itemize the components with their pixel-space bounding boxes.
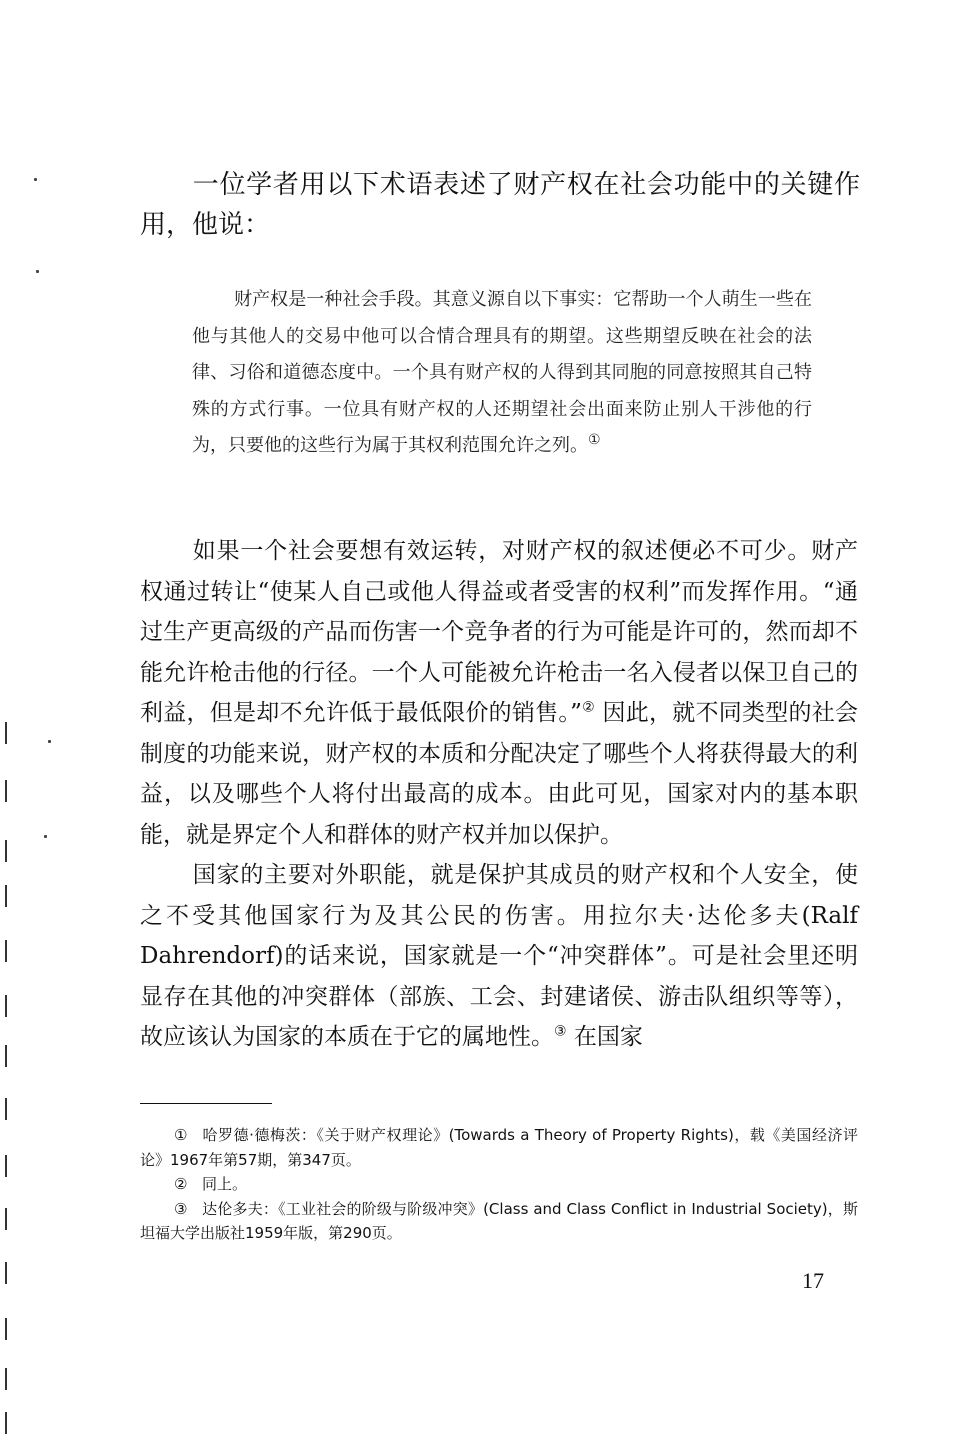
scan-edge-mark — [5, 1412, 7, 1434]
scan-edge-mark — [5, 995, 7, 1017]
scan-edge-mark — [5, 1318, 7, 1340]
footnote-1: ① 哈罗德·德梅茨：《关于财产权理论》(Towards a Theory of Property Rights)，载《美国经济评论》1967年第57期，第347页。 — [140, 1126, 858, 1169]
footnote-divider — [140, 1103, 272, 1104]
scan-speck — [48, 740, 51, 743]
body-paragraph-2: 国家的主要对外职能，就是保护其成员的财产权和个人安全，使之不受其他国家行为及其公民的伤害。用拉尔夫·达伦多夫(Ralf Dahrendorf)的话来说，国家就是一个“冲突群体”。可是社会里还明显存在其他的冲突群体（部族、工会、封建诸侯、游击队组织等等），故应该认为国家的本质在于它的属地性。③ 在国家 — [140, 862, 858, 1050]
footnotes — [140, 1123, 858, 1246]
scan-edge-mark — [5, 840, 7, 862]
scan-edge-mark — [5, 1208, 7, 1230]
scan-edge-mark — [5, 1368, 7, 1390]
scan-speck — [36, 270, 39, 273]
footnote-marker-3[interactable]: ③ — [554, 1023, 567, 1040]
scan-edge-mark — [5, 940, 7, 962]
intro-paragraph — [140, 165, 860, 245]
scan-edge-mark — [5, 1262, 7, 1284]
scan-edge-mark — [5, 780, 7, 802]
footnote-3: ③ 达伦多夫：《工业社会的阶级与阶级冲突》(Class and Class Conflict in Industrial Society)，斯坦福大学出版社1959年版，第290页。 — [140, 1199, 858, 1242]
page-number: 17 — [802, 1268, 824, 1293]
footnote-marker-1[interactable]: ① — [588, 432, 601, 448]
scan-edge-mark — [5, 722, 7, 744]
quote-text: 财产权是一种社会手段。其意义源自以下事实：它帮助一个人萌生一些在他与其他人的交易中他可以合情合理具有的期望。这些期望反映在社会的法律、习俗和道德态度中。一个具有财产权的人得到其同胞的同意按照其自己特殊的方式行事。一位具有财产权的人还期望社会出面来防止别人干涉他的行为，只要他的这些行为属于其权利范围允许之列。 — [192, 289, 812, 456]
scan-speck — [44, 835, 47, 838]
footnote-marker-2[interactable]: ② — [581, 699, 595, 716]
main-text — [140, 531, 858, 1058]
footnote-2: ② 同上。 — [174, 1175, 248, 1193]
intro-text: 一位学者用以下术语表述了财产权在社会功能中的关键作用，他说： — [140, 170, 860, 240]
block-quote — [192, 282, 812, 465]
scan-edge-mark — [5, 885, 7, 907]
scan-edge-mark — [5, 1045, 7, 1067]
scan-edge-mark — [5, 1098, 7, 1120]
scan-edge-mark — [5, 1155, 7, 1177]
body-paragraph-1: 如果一个社会要想有效运转，对财产权的叙述便必不可少。财产权通过转让“使某人自己或他人得益或者受害的权利”而发挥作用。“通过生产更高级的产品而伤害一个竞争者的行为可能是许可的，然而却不能允许枪击他的行径。一个人可能被允许枪击一名入侵者以保卫自己的利益，但是却不允许低于最低限价的销售。”② 因此，就不同类型的社会制度的功能来说，财产权的本质和分配决定了哪些个人将获得最大的利益，以及哪些个人将付出最高的成本。由此可见，国家对内的基本职能，就是界定个人和群体的财产权并加以保护。 — [140, 538, 858, 848]
scan-speck — [34, 178, 37, 181]
